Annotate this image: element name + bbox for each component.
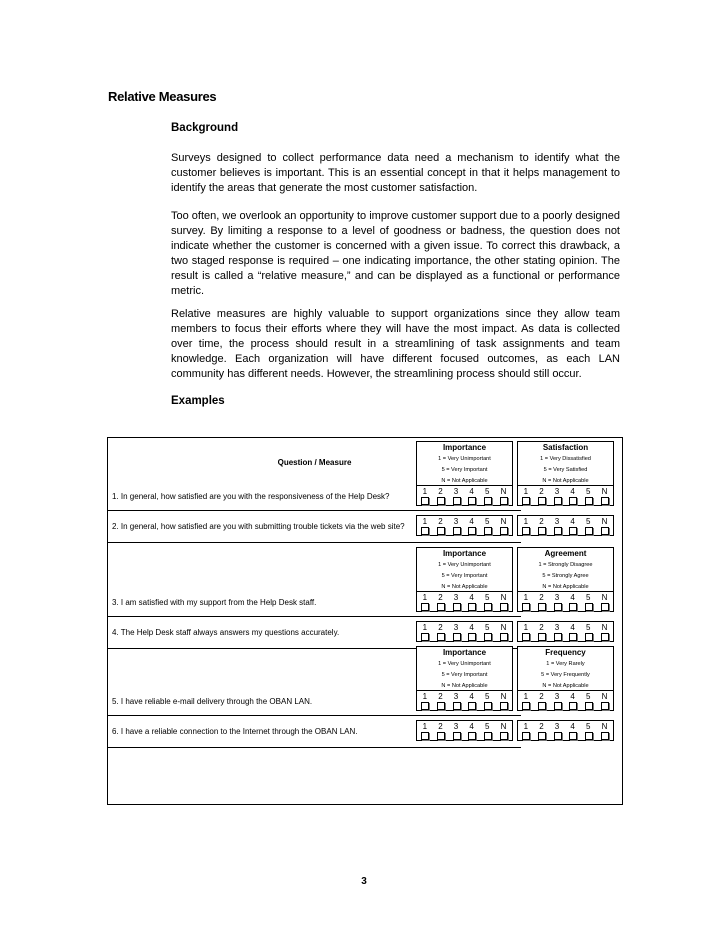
legend-line: 5 = Very Frequently — [541, 672, 590, 678]
scale-label: 4 — [570, 722, 575, 731]
rating-checkbox[interactable] — [554, 527, 562, 535]
scale-label: 1 — [422, 487, 428, 496]
rating-checkbox[interactable] — [569, 732, 577, 740]
rating-checkbox[interactable] — [484, 527, 492, 535]
scale-label: N — [601, 692, 608, 701]
legend-title: Frequency — [545, 648, 586, 657]
rating-checkbox[interactable] — [421, 702, 429, 710]
question-underline — [108, 747, 521, 748]
scale-checkboxes — [417, 633, 512, 641]
rating-checkbox[interactable] — [484, 603, 492, 611]
rating-checkbox[interactable] — [585, 527, 593, 535]
question-text: 3. I am satisfied with my support from the Help Desk staff. — [112, 598, 317, 607]
rating-checkbox[interactable] — [453, 497, 461, 505]
scale-label: 4 — [469, 487, 474, 496]
legend-measure — [517, 441, 614, 488]
scale-label: 3 — [453, 517, 459, 526]
scale-label: 4 — [570, 623, 575, 632]
rating-checkbox[interactable] — [500, 702, 508, 710]
scale-label: 2 — [438, 692, 443, 701]
rating-checkbox[interactable] — [522, 497, 530, 505]
legend-line: N = Not Applicable — [542, 683, 589, 689]
scale-label: 4 — [570, 593, 575, 602]
paragraph-1: Surveys designed to collect performance data need a mechanism to identify what the customer believes is important. This is an essential concept in that it helps management to identify the areas that generate the most customer satisfaction. — [171, 152, 620, 194]
scale-label: 5 — [485, 487, 490, 496]
rating-checkbox[interactable] — [522, 527, 530, 535]
scale-label: N — [601, 517, 608, 526]
rating-checkbox[interactable] — [484, 702, 492, 710]
scale-label: 1 — [523, 623, 529, 632]
scale-checkboxes — [518, 497, 613, 505]
question-column-header: Question / Measure — [277, 458, 352, 467]
scale-numbers — [417, 622, 512, 633]
question-text: 2. In general, how satisfied are you with submitting trouble tickets via the web site? — [112, 522, 405, 531]
background-heading: Background — [171, 122, 239, 134]
rating-checkbox[interactable] — [453, 702, 461, 710]
scale-label: 5 — [586, 517, 591, 526]
scale-label: 1 — [422, 623, 428, 632]
scale-checkboxes — [518, 702, 613, 710]
rating-checkbox[interactable] — [538, 527, 546, 535]
scale-label: 5 — [586, 692, 591, 701]
rating-scale-measure — [517, 485, 614, 506]
question-text: 6. I have a reliable connection to the Internet through the OBAN LAN. — [112, 727, 358, 736]
scale-label: 2 — [438, 623, 443, 632]
scale-numbers — [518, 622, 613, 633]
legend-title: Importance — [442, 549, 487, 558]
scale-label: 2 — [438, 593, 443, 602]
rating-scale-measure — [517, 591, 614, 612]
legend-line: N = Not Applicable — [441, 478, 488, 484]
scale-label: 3 — [554, 722, 560, 731]
rating-checkbox[interactable] — [569, 603, 577, 611]
rating-checkbox[interactable] — [585, 497, 593, 505]
scale-numbers — [417, 592, 512, 603]
legend-line: 1 = Very Dissatisfied — [540, 456, 591, 462]
rating-checkbox[interactable] — [453, 527, 461, 535]
legend-measure — [517, 547, 614, 594]
scale-label: 5 — [586, 623, 591, 632]
section-heading: Relative Measures — [108, 89, 217, 104]
scale-label: N — [601, 487, 608, 496]
scale-numbers — [417, 721, 512, 732]
scale-label: 5 — [586, 722, 591, 731]
legend-line: 5 = Very Important — [441, 467, 488, 473]
survey-table — [107, 437, 623, 805]
rating-checkbox[interactable] — [468, 497, 476, 505]
rating-checkbox[interactable] — [421, 527, 429, 535]
scale-label: 3 — [554, 593, 560, 602]
scale-numbers — [417, 516, 512, 527]
legend-line: N = Not Applicable — [441, 683, 488, 689]
legend-importance — [416, 646, 513, 693]
scale-numbers — [518, 592, 613, 603]
rating-checkbox[interactable] — [554, 702, 562, 710]
legend-importance — [416, 547, 513, 594]
legend-line: 5 = Very Important — [441, 672, 488, 678]
scale-label: 3 — [453, 487, 459, 496]
rating-scale-measure — [517, 515, 614, 536]
legend-line: 5 = Very Satisfied — [543, 467, 588, 473]
scale-checkboxes — [417, 732, 512, 740]
legend-line: 1 = Strongly Disagree — [538, 562, 593, 568]
scale-checkboxes — [518, 732, 613, 740]
scale-label: 3 — [453, 593, 459, 602]
rating-scale-measure — [517, 690, 614, 711]
legend-line: N = Not Applicable — [542, 478, 589, 484]
legend-line: 1 = Very Unimportant — [438, 661, 491, 667]
question-underline — [108, 715, 521, 716]
rating-checkbox[interactable] — [554, 732, 562, 740]
rating-checkbox[interactable] — [421, 603, 429, 611]
scale-label: 2 — [438, 487, 443, 496]
scale-label: 2 — [539, 623, 544, 632]
rating-checkbox[interactable] — [585, 633, 593, 641]
rating-checkbox[interactable] — [554, 497, 562, 505]
question-underline — [108, 510, 521, 511]
rating-checkbox[interactable] — [538, 603, 546, 611]
rating-scale-importance — [416, 591, 513, 612]
rating-scale-importance — [416, 720, 513, 741]
paragraph-3: Relative measures are highly valuable to support organizations since they allow team members to focus their efforts where they will have the most impact. As data is collected over time, the process should result in a streamlining of task assignments and team knowledge. Each organization will have different focused outcomes, as each LAN community has different needs. However, the streamlining process should still occur. — [171, 308, 620, 380]
rating-scale-measure — [517, 621, 614, 642]
legend-importance — [416, 441, 513, 488]
scale-checkboxes — [518, 527, 613, 535]
scale-label: 5 — [485, 517, 490, 526]
scale-numbers — [518, 691, 613, 702]
scale-checkboxes — [518, 633, 613, 641]
rating-scale-measure — [517, 720, 614, 741]
scale-label: N — [500, 692, 507, 701]
scale-label: 3 — [554, 487, 560, 496]
rating-checkbox[interactable] — [500, 732, 508, 740]
rating-checkbox[interactable] — [522, 603, 530, 611]
rating-checkbox[interactable] — [601, 732, 609, 740]
rating-checkbox[interactable] — [437, 603, 445, 611]
question-text: 1. In general, how satisfied are you with the responsiveness of the Help Desk? — [112, 492, 390, 501]
rating-checkbox[interactable] — [538, 497, 546, 505]
scale-label: 5 — [485, 722, 490, 731]
question-text: 5. I have reliable e-mail delivery through the OBAN LAN. — [112, 697, 313, 706]
scale-label: 4 — [469, 593, 474, 602]
scale-label: 2 — [438, 517, 443, 526]
rating-checkbox[interactable] — [601, 702, 609, 710]
rating-checkbox[interactable] — [468, 527, 476, 535]
rating-checkbox[interactable] — [569, 702, 577, 710]
scale-label: 2 — [539, 517, 544, 526]
rating-checkbox[interactable] — [500, 497, 508, 505]
scale-label: 4 — [469, 517, 474, 526]
legend-title: Agreement — [544, 549, 587, 558]
rating-checkbox[interactable] — [468, 732, 476, 740]
scale-label: 2 — [438, 722, 443, 731]
scale-label: N — [601, 722, 608, 731]
legend-title: Satisfaction — [542, 443, 589, 452]
scale-label: 1 — [422, 517, 428, 526]
rating-checkbox[interactable] — [484, 732, 492, 740]
scale-label: 2 — [539, 593, 544, 602]
rating-checkbox[interactable] — [522, 633, 530, 641]
rating-checkbox[interactable] — [484, 633, 492, 641]
scale-checkboxes — [417, 497, 512, 505]
rating-checkbox[interactable] — [538, 732, 546, 740]
rating-checkbox[interactable] — [585, 603, 593, 611]
scale-label: 2 — [539, 722, 544, 731]
legend-line: 5 = Very Important — [441, 573, 488, 579]
rating-checkbox[interactable] — [437, 702, 445, 710]
scale-label: N — [601, 623, 608, 632]
legend-measure — [517, 646, 614, 693]
rating-scale-importance — [416, 690, 513, 711]
rating-checkbox[interactable] — [453, 633, 461, 641]
legend-title: Importance — [442, 648, 487, 657]
scale-label: 4 — [469, 692, 474, 701]
rating-checkbox[interactable] — [421, 497, 429, 505]
rating-checkbox[interactable] — [500, 527, 508, 535]
scale-label: N — [500, 593, 507, 602]
legend-line: 1 = Very Unimportant — [438, 562, 491, 568]
rating-checkbox[interactable] — [585, 702, 593, 710]
question-text: 4. The Help Desk staff always answers my questions accurately. — [112, 628, 340, 637]
scale-label: 3 — [453, 692, 459, 701]
rating-checkbox[interactable] — [522, 702, 530, 710]
scale-label: 1 — [523, 487, 529, 496]
legend-title: Importance — [442, 443, 487, 452]
rating-checkbox[interactable] — [453, 603, 461, 611]
rating-checkbox[interactable] — [437, 732, 445, 740]
rating-checkbox[interactable] — [468, 603, 476, 611]
scale-numbers — [518, 486, 613, 497]
legend-line: N = Not Applicable — [542, 584, 589, 590]
question-underline — [108, 616, 521, 617]
rating-scale-importance — [416, 621, 513, 642]
scale-label: 5 — [485, 593, 490, 602]
scale-label: 1 — [422, 722, 428, 731]
rating-checkbox[interactable] — [437, 633, 445, 641]
scale-label: N — [500, 487, 507, 496]
rating-checkbox[interactable] — [569, 633, 577, 641]
scale-label: 2 — [539, 487, 544, 496]
scale-label: 5 — [485, 692, 490, 701]
scale-label: 4 — [469, 623, 474, 632]
rating-checkbox[interactable] — [601, 527, 609, 535]
rating-checkbox[interactable] — [522, 732, 530, 740]
page-number: 3 — [361, 876, 367, 887]
scale-label: 1 — [523, 517, 529, 526]
rating-checkbox[interactable] — [538, 702, 546, 710]
scale-label: 4 — [570, 487, 575, 496]
rating-checkbox[interactable] — [500, 633, 508, 641]
rating-checkbox[interactable] — [484, 497, 492, 505]
legend-line: 1 = Very Unimportant — [438, 456, 491, 462]
rating-checkbox[interactable] — [468, 633, 476, 641]
scale-checkboxes — [417, 527, 512, 535]
scale-label: 3 — [453, 722, 459, 731]
scale-label: 5 — [485, 623, 490, 632]
scale-checkboxes — [417, 702, 512, 710]
scale-label: 3 — [453, 623, 459, 632]
scale-label: 1 — [422, 692, 428, 701]
rating-checkbox[interactable] — [585, 732, 593, 740]
scale-label: 1 — [422, 593, 428, 602]
rating-checkbox[interactable] — [601, 603, 609, 611]
scale-label: N — [500, 722, 507, 731]
scale-numbers — [518, 516, 613, 527]
rating-checkbox[interactable] — [421, 633, 429, 641]
scale-label: 1 — [523, 722, 529, 731]
scale-label: 3 — [554, 623, 560, 632]
scale-label: 1 — [523, 692, 529, 701]
legend-line: 1 = Very Rarely — [546, 661, 585, 667]
scale-label: N — [500, 517, 507, 526]
rating-scale-importance — [416, 485, 513, 506]
rating-checkbox[interactable] — [538, 633, 546, 641]
scale-label: 5 — [586, 593, 591, 602]
rating-checkbox[interactable] — [437, 527, 445, 535]
rating-checkbox[interactable] — [421, 732, 429, 740]
scale-checkboxes — [518, 603, 613, 611]
question-underline — [108, 542, 521, 543]
rating-checkbox[interactable] — [453, 732, 461, 740]
examples-heading: Examples — [171, 395, 225, 407]
rating-checkbox[interactable] — [554, 603, 562, 611]
scale-numbers — [417, 691, 512, 702]
scale-numbers — [518, 721, 613, 732]
rating-checkbox[interactable] — [468, 702, 476, 710]
scale-checkboxes — [417, 603, 512, 611]
scale-label: N — [601, 593, 608, 602]
scale-label: 3 — [554, 692, 560, 701]
legend-line: 5 = Strongly Agree — [542, 573, 589, 579]
rating-checkbox[interactable] — [569, 497, 577, 505]
rating-checkbox[interactable] — [601, 497, 609, 505]
scale-label: 1 — [523, 593, 529, 602]
rating-checkbox[interactable] — [601, 633, 609, 641]
rating-checkbox[interactable] — [554, 633, 562, 641]
scale-label: 4 — [469, 722, 474, 731]
paragraph-2: Too often, we overlook an opportunity to improve customer support due to a poorly designed survey. By limiting a response to a level of goodness or badness, the question does not indicate whether the customer is concerned with a given issue. To correct this drawback, a two staged response is required – one indicating importance, the other stating opinion. The result is called a “relative measure,” and can be displayed as a functional or performance metric. — [171, 210, 620, 297]
scale-label: 4 — [570, 517, 575, 526]
rating-checkbox[interactable] — [437, 497, 445, 505]
scale-numbers — [417, 486, 512, 497]
scale-label: 5 — [586, 487, 591, 496]
scale-label: 4 — [570, 692, 575, 701]
rating-checkbox[interactable] — [569, 527, 577, 535]
scale-label: N — [500, 623, 507, 632]
rating-scale-importance — [416, 515, 513, 536]
scale-label: 2 — [539, 692, 544, 701]
rating-checkbox[interactable] — [500, 603, 508, 611]
legend-line: N = Not Applicable — [441, 584, 488, 590]
scale-label: 3 — [554, 517, 560, 526]
